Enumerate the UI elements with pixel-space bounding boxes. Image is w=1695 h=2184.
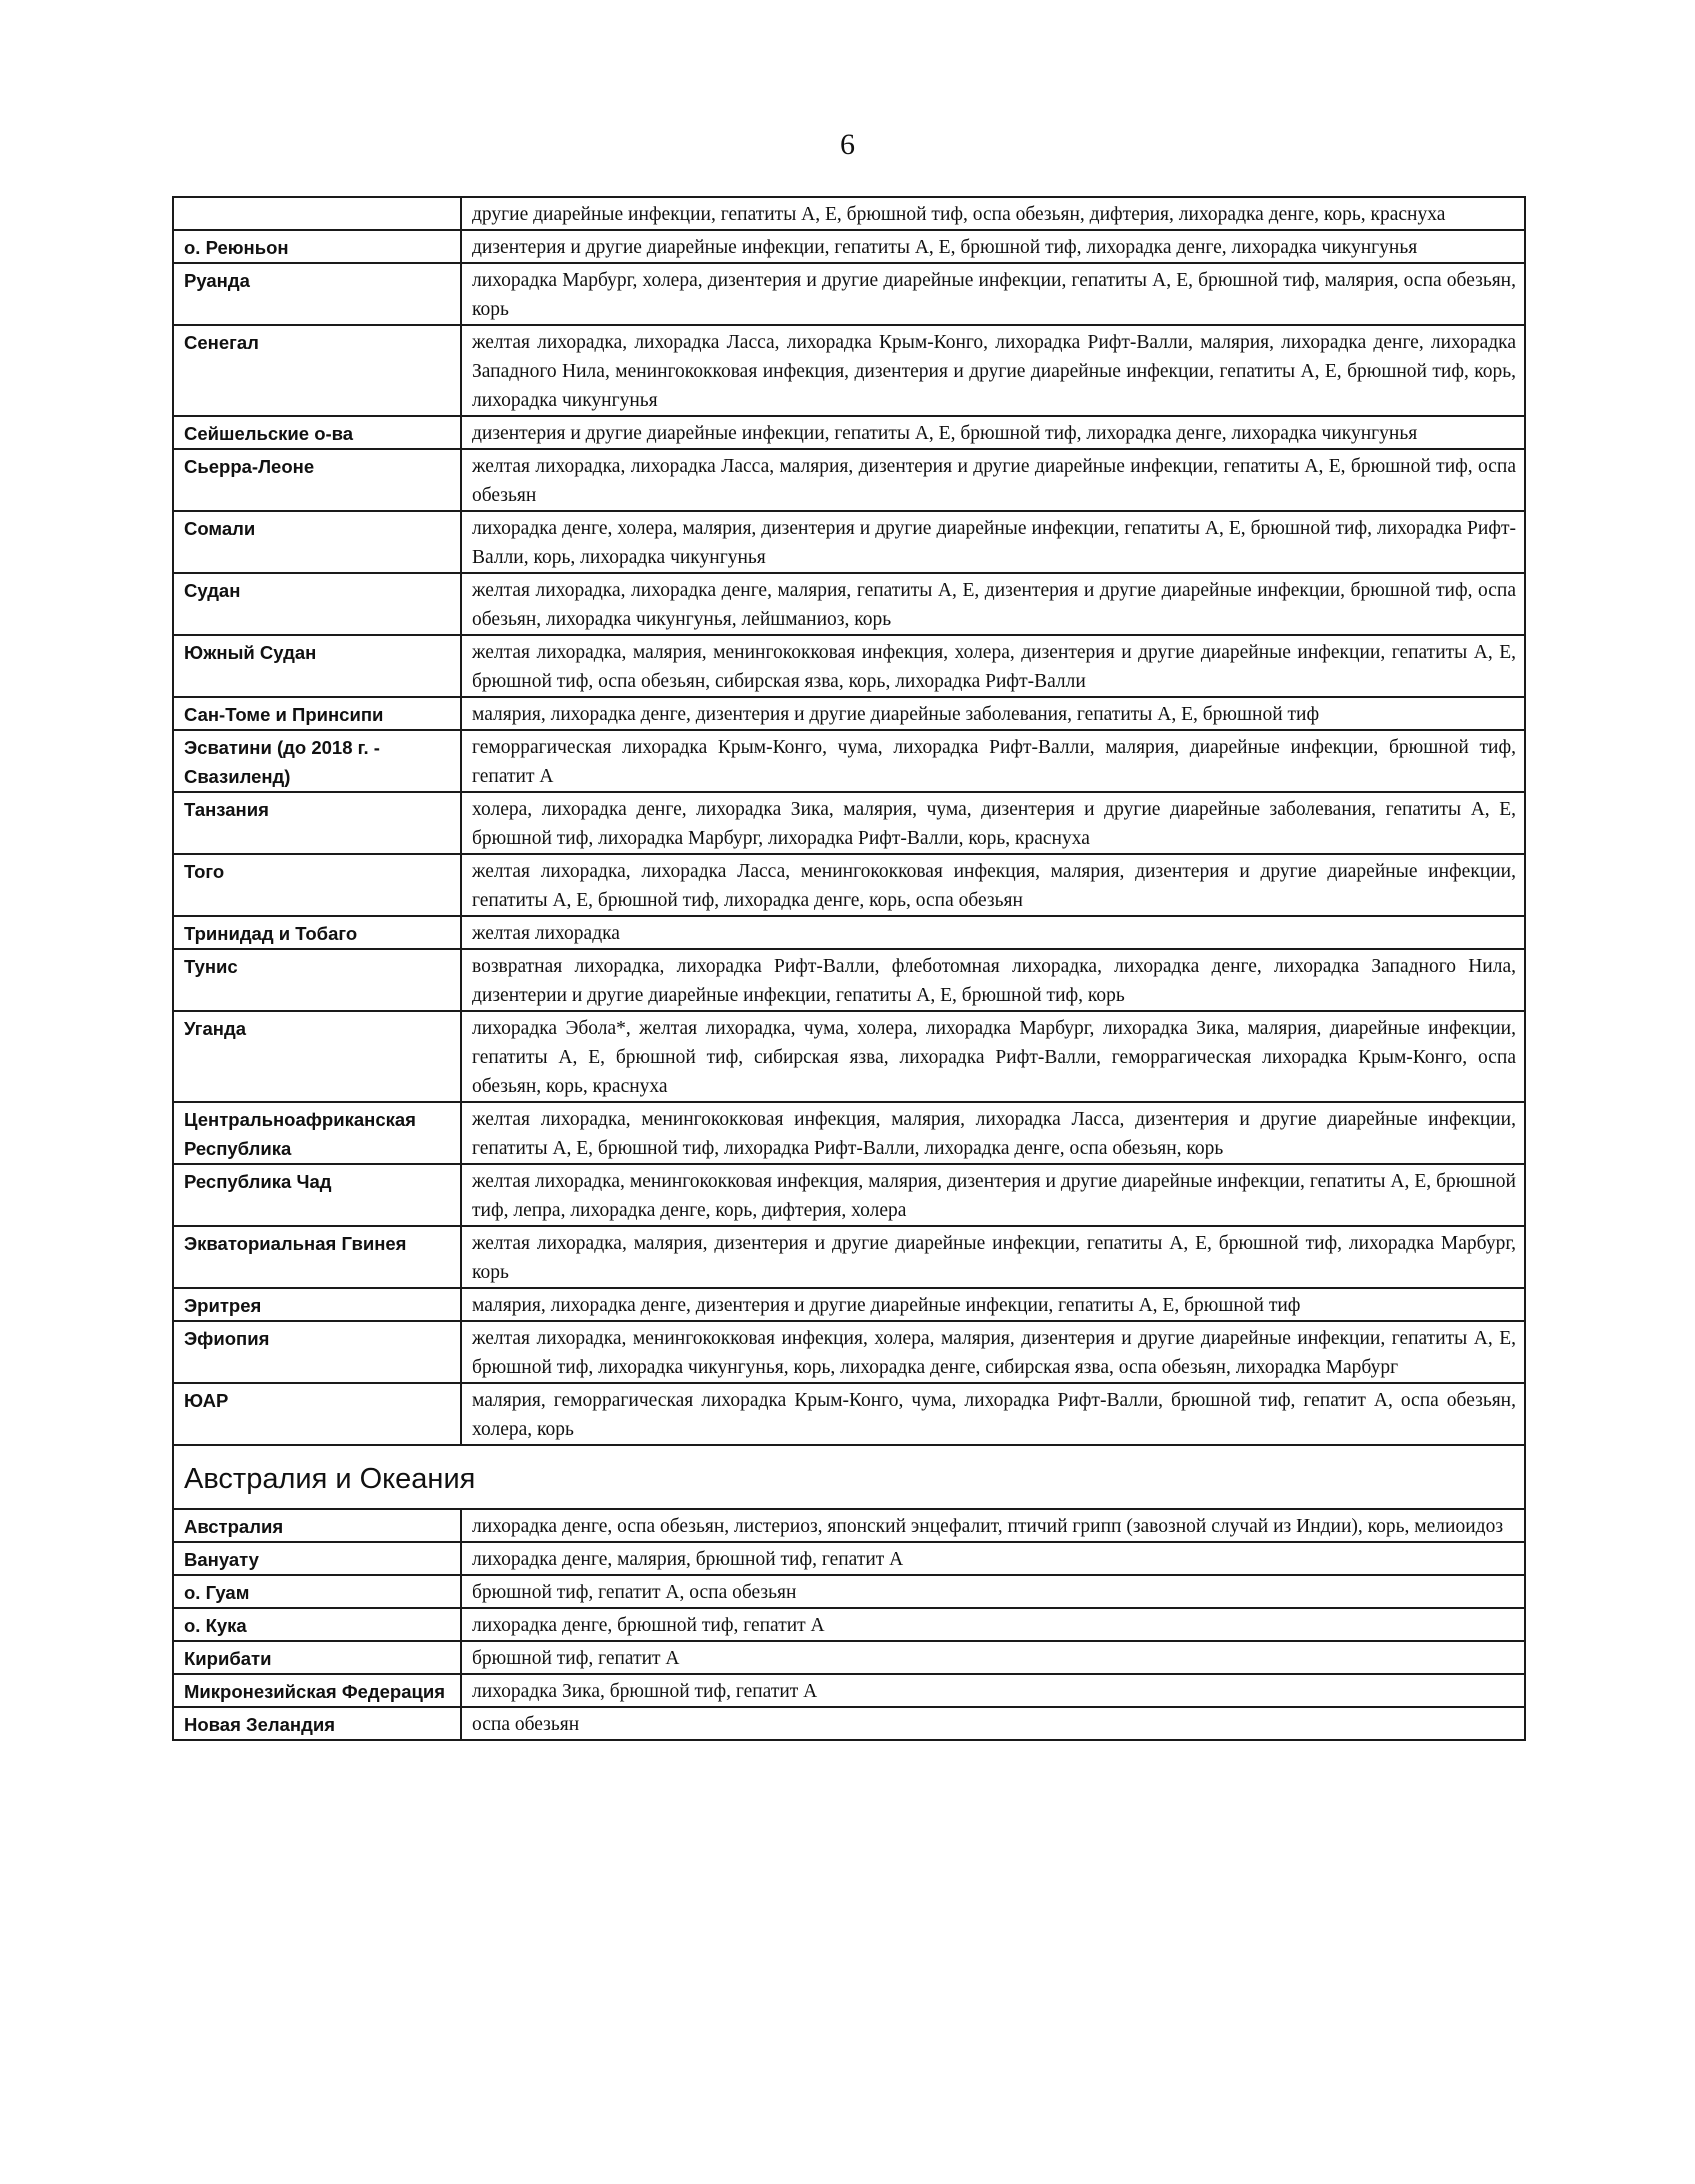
disease-table — [172, 196, 1526, 1741]
country-cell: Кирибати — [173, 1641, 461, 1674]
diseases-cell: оспа обезьян — [461, 1707, 1525, 1740]
diseases-cell: желтая лихорадка — [461, 916, 1525, 949]
diseases-cell: желтая лихорадка, лихорадка Ласса, менингококковая инфекция, малярия, дизентерия и другие диарейные инфекции, гепатиты А, Е, брюшной тиф, лихорадка денге, корь, оспа обезьян — [461, 854, 1525, 916]
country-cell: Эритрея — [173, 1288, 461, 1321]
diseases-cell: другие диарейные инфекции, гепатиты А, Е, брюшной тиф, оспа обезьян, дифтерия, лихорадка денге, корь, краснуха — [461, 197, 1525, 230]
diseases-cell: брюшной тиф, гепатит А, оспа обезьян — [461, 1575, 1525, 1608]
diseases-cell: лихорадка Эбола*, желтая лихорадка, чума, холера, лихорадка Марбург, лихорадка Зика, малярия, диарейные инфекции, гепатиты А, Е, брюшной тиф, сибирская язва, лихорадка Рифт-Валли, геморрагическая лихорадка Крым-Конго, оспа обезьян, корь, краснуха — [461, 1011, 1525, 1102]
country-cell: Австралия — [173, 1509, 461, 1542]
country-cell: Тринидад и Тобаго — [173, 916, 461, 949]
diseases-cell: лихорадка денге, холера, малярия, дизентерия и другие диарейные инфекции, гепатиты А, Е, брюшной тиф, лихорадка Рифт-Валли, корь, лихорадка чикунгунья — [461, 511, 1525, 573]
diseases-cell: желтая лихорадка, лихорадка Ласса, малярия, дизентерия и другие диарейные инфекции, гепатиты А, Е, брюшной тиф, оспа обезьян — [461, 449, 1525, 511]
country-cell: о. Кука — [173, 1608, 461, 1641]
country-cell: ЮАР — [173, 1383, 461, 1445]
diseases-cell: дизентерия и другие диарейные инфекции, гепатиты А, Е, брюшной тиф, лихорадка денге, лихорадка чикунгунья — [461, 416, 1525, 449]
country-cell: Сенегал — [173, 325, 461, 416]
country-cell: Судан — [173, 573, 461, 635]
table-row — [173, 1575, 1525, 1608]
country-cell: Южный Судан — [173, 635, 461, 697]
table-row — [173, 1509, 1525, 1542]
diseases-cell: лихорадка Зика, брюшной тиф, гепатит А — [461, 1674, 1525, 1707]
table-row — [173, 1641, 1525, 1674]
diseases-cell: желтая лихорадка, малярия, дизентерия и другие диарейные инфекции, гепатиты А, Е, брюшной тиф, лихорадка Марбург, корь — [461, 1226, 1525, 1288]
table-row — [173, 949, 1525, 1011]
table-row — [173, 730, 1525, 792]
table-row — [173, 1288, 1525, 1321]
diseases-cell: брюшной тиф, гепатит А — [461, 1641, 1525, 1674]
diseases-cell: желтая лихорадка, лихорадка Ласса, лихорадка Крым-Конго, лихорадка Рифт-Валли, малярия, лихорадка денге, лихорадка Западного Нила, менингококковая инфекция, дизентерия и другие диарейные инфекции, гепатиты А, Е, брюшной тиф, корь, лихорадка чикунгунья — [461, 325, 1525, 416]
diseases-cell: малярия, геморрагическая лихорадка Крым-Конго, чума, лихорадка Рифт-Валли, брюшной тиф, гепатит А, оспа обезьян, холера, корь — [461, 1383, 1525, 1445]
table-row — [173, 1608, 1525, 1641]
country-cell: Республика Чад — [173, 1164, 461, 1226]
table-row — [173, 1164, 1525, 1226]
diseases-cell: холера, лихорадка денге, лихорадка Зика, малярия, чума, дизентерия и другие диарейные заболевания, гепатиты А, Е, брюшной тиф, лихорадка Марбург, лихорадка Рифт-Валли, корь, краснуха — [461, 792, 1525, 854]
country-cell: о. Гуам — [173, 1575, 461, 1608]
table-row — [173, 1321, 1525, 1383]
africa-rows — [173, 197, 1525, 1445]
table-row — [173, 325, 1525, 416]
country-cell: Танзания — [173, 792, 461, 854]
diseases-cell: лихорадка Марбург, холера, дизентерия и другие диарейные инфекции, гепатиты А, Е, брюшной тиф, малярия, оспа обезьян, корь — [461, 263, 1525, 325]
table-row — [173, 197, 1525, 230]
table-row — [173, 449, 1525, 511]
country-cell: Эфиопия — [173, 1321, 461, 1383]
table-row — [173, 916, 1525, 949]
table-row — [173, 697, 1525, 730]
section-header-row — [173, 1445, 1525, 1509]
diseases-cell: желтая лихорадка, лихорадка денге, малярия, гепатиты А, Е, дизентерия и другие диарейные инфекции, брюшной тиф, оспа обезьян, лихорадка чикунгунья, лейшманиоз, корь — [461, 573, 1525, 635]
table-row — [173, 1102, 1525, 1164]
country-cell: Сейшельские о-ва — [173, 416, 461, 449]
country-cell: о. Реюньон — [173, 230, 461, 263]
diseases-cell: малярия, лихорадка денге, дизентерия и другие диарейные инфекции, гепатиты А, Е, брюшной тиф — [461, 1288, 1525, 1321]
country-cell: Сьерра-Леоне — [173, 449, 461, 511]
diseases-cell: лихорадка денге, малярия, брюшной тиф, гепатит А — [461, 1542, 1525, 1575]
country-cell: Руанда — [173, 263, 461, 325]
diseases-cell: желтая лихорадка, менингококковая инфекция, малярия, дизентерия и другие диарейные инфекции, гепатиты А, Е, брюшной тиф, лепра, лихорадка денге, корь, дифтерия, холера — [461, 1164, 1525, 1226]
diseases-cell: лихорадка денге, брюшной тиф, гепатит А — [461, 1608, 1525, 1641]
country-cell: Экваториальная Гвинея — [173, 1226, 461, 1288]
diseases-cell: геморрагическая лихорадка Крым-Конго, чума, лихорадка Рифт-Валли, малярия, диарейные инфекции, брюшной тиф, гепатит А — [461, 730, 1525, 792]
table-row — [173, 230, 1525, 263]
oceania-rows — [173, 1509, 1525, 1740]
table-row — [173, 854, 1525, 916]
diseases-cell: желтая лихорадка, малярия, менингококковая инфекция, холера, дизентерия и другие диарейные инфекции, гепатиты А, Е, брюшной тиф, оспа обезьян, сибирская язва, корь, лихорадка Рифт-Валли — [461, 635, 1525, 697]
country-cell: Того — [173, 854, 461, 916]
diseases-cell: лихорадка денге, оспа обезьян, листериоз, японский энцефалит, птичий грипп (завозной случай из Индии), корь, мелиоидоз — [461, 1509, 1525, 1542]
country-cell: Сомали — [173, 511, 461, 573]
country-cell — [173, 197, 461, 230]
country-cell: Уганда — [173, 1011, 461, 1102]
table-row — [173, 263, 1525, 325]
table-row — [173, 1542, 1525, 1575]
country-cell: Сан-Томе и Принсипи — [173, 697, 461, 730]
country-cell: Микронезийская Федерация — [173, 1674, 461, 1707]
diseases-cell: возвратная лихорадка, лихорадка Рифт-Валли, флеботомная лихорадка, лихорадка денге, лихорадка Западного Нила, дизентерии и другие диарейные инфекции, гепатиты А, Е, брюшной тиф, корь — [461, 949, 1525, 1011]
diseases-cell: малярия, лихорадка денге, дизентерия и другие диарейные заболевания, гепатиты А, Е, брюшной тиф — [461, 697, 1525, 730]
section-title: Австралия и Океания — [173, 1445, 1525, 1509]
table-row — [173, 1226, 1525, 1288]
diseases-cell: дизентерия и другие диарейные инфекции, гепатиты А, Е, брюшной тиф, лихорадка денге, лихорадка чикунгунья — [461, 230, 1525, 263]
table-row — [173, 1707, 1525, 1740]
diseases-cell: желтая лихорадка, менингококковая инфекция, малярия, лихорадка Ласса, дизентерия и другие диарейные инфекции, гепатиты А, Е, брюшной тиф, лихорадка Рифт-Валли, лихорадка денге, оспа обезьян, корь — [461, 1102, 1525, 1164]
table-row — [173, 511, 1525, 573]
table-row — [173, 635, 1525, 697]
country-cell: Вануату — [173, 1542, 461, 1575]
table-row — [173, 416, 1525, 449]
table-row — [173, 573, 1525, 635]
country-cell: Эсватини (до 2018 г. - Свазиленд) — [173, 730, 461, 792]
table-row — [173, 1383, 1525, 1445]
table-row — [173, 1011, 1525, 1102]
country-cell: Центральноафриканская Республика — [173, 1102, 461, 1164]
table-row — [173, 792, 1525, 854]
diseases-cell: желтая лихорадка, менингококковая инфекция, холера, малярия, дизентерия и другие диарейные инфекции, гепатиты А, Е, брюшной тиф, лихорадка чикунгунья, корь, лихорадка денге, сибирская язва, оспа обезьян, лихорадка Марбург — [461, 1321, 1525, 1383]
table-row — [173, 1674, 1525, 1707]
country-cell: Новая Зеландия — [173, 1707, 461, 1740]
page-number: 6 — [840, 128, 855, 161]
country-cell: Тунис — [173, 949, 461, 1011]
